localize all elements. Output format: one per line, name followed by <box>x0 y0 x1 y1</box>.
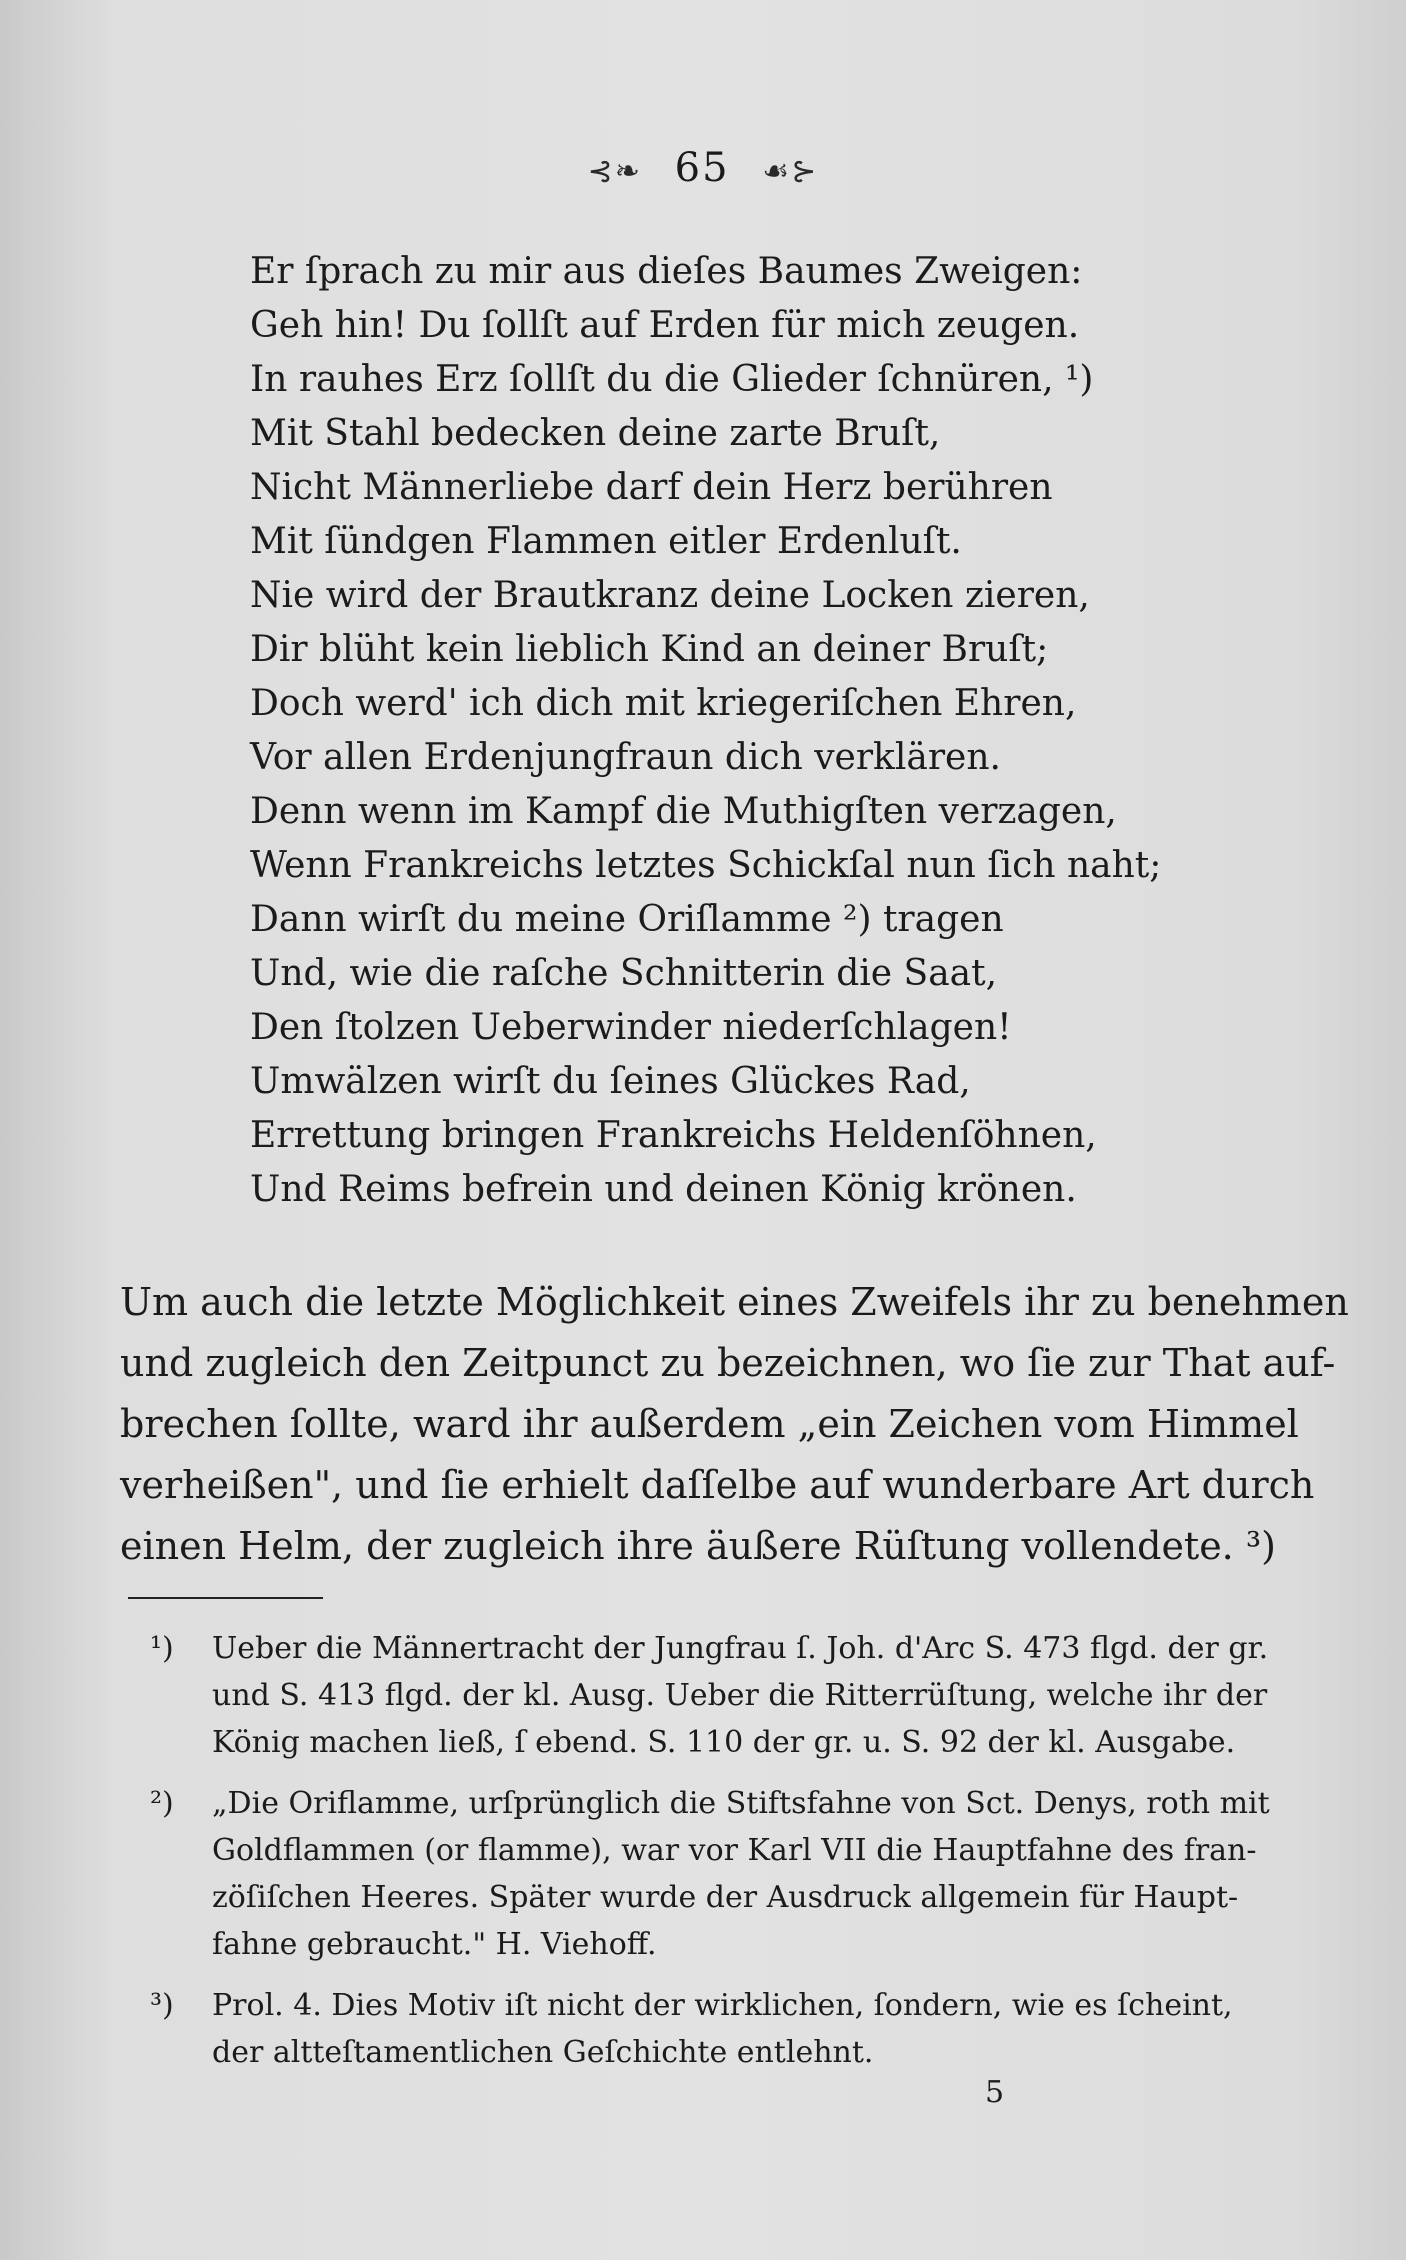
prose-line: Um auch die letzte Möglichkeit eines Zweifels ihr zu benehmen <box>120 1280 1349 1324</box>
footnote-line: zöſiſchen Heeres. Später wurde der Ausdruck allgemein für Haupt- <box>212 1880 1239 1915</box>
footnote-2 <box>150 1780 1270 1968</box>
footnote-line: fahne gebraucht." H. Viehoff. <box>212 1927 657 1962</box>
footnote-marker: ³) <box>150 1988 174 2023</box>
poem-line: Mit ſündgen Flammen eitler Erdenluſt. <box>250 521 962 562</box>
footnote-line: Goldflammen (or flamme), war vor Karl VII die Hauptfahne des fran- <box>212 1833 1257 1868</box>
poem-line: Er ſprach zu mir aus dieſes Baumes Zweigen: <box>250 251 1083 292</box>
poem-line: Wenn Frankreichs letztes Schickſal nun ſich naht; <box>250 845 1162 886</box>
footnote-line: König machen ließ, ſ ebend. S. 110 der gr. u. S. 92 der kl. Ausgabe. <box>212 1725 1236 1760</box>
footnote-line: Ueber die Männertracht der Jungfrau ſ. Joh. d'Arc S. 473 flgd. der gr. <box>212 1631 1269 1666</box>
poem-line: Dir blüht kein lieblich Kind an deiner Bruſt; <box>250 629 1049 670</box>
footnote-line: Prol. 4. Dies Motiv iſt nicht der wirklichen, ſondern, wie es ſcheint, <box>212 1988 1233 2023</box>
poem-block <box>250 245 1250 1217</box>
ornament-left: ⊰❧ <box>587 154 642 189</box>
footnote-1 <box>150 1625 1269 1766</box>
poem-line: Dann wirſt du meine Oriſlamme ²) tragen <box>250 899 1004 940</box>
poem-line: Umwälzen wirſt du ſeines Glückes Rad, <box>250 1061 971 1102</box>
footnote-line: und S. 413 flgd. der kl. Ausg. Ueber die Ritterrüſtung, welche ihr der <box>212 1678 1268 1713</box>
signature-mark: 5 <box>985 2075 1005 2110</box>
poem-line: In rauhes Erz ſollſt du die Glieder ſchnüren, ¹) <box>250 359 1094 400</box>
prose-line: einen Helm, der zugleich ihre äußere Rüſtung vollendete. ³) <box>120 1524 1276 1568</box>
poem-line: Nicht Männerliebe darf dein Herz berühren <box>250 467 1053 508</box>
footnote-divider <box>128 1597 323 1599</box>
poem-line: Vor allen Erdenjungfraun dich verklären. <box>250 737 1001 778</box>
poem-line: Doch werd' ich dich mit kriegeriſchen Ehren, <box>250 683 1077 724</box>
poem-line: Den ſtolzen Ueberwinder niederſchlagen! <box>250 1007 1012 1048</box>
poem-line: Errettung bringen Frankreichs Heldenſöhnen, <box>250 1115 1097 1156</box>
footnote-marker: ²) <box>150 1786 174 1821</box>
poem-line: Und, wie die raſche Schnitterin die Saat, <box>250 953 998 994</box>
footnote-3 <box>150 1982 1260 2076</box>
prose-line: und zugleich den Zeitpunct zu bezeichnen, wo ſie zur That auf- <box>120 1341 1336 1385</box>
poem-line: Geh hin! Du ſollſt auf Erden für mich zeugen. <box>250 305 1080 346</box>
page-header <box>0 145 1406 191</box>
ornament-right: ☙⊱ <box>762 154 819 189</box>
footnote-marker: ¹) <box>150 1631 174 1666</box>
poem-line: Nie wird der Brautkranz deine Locken zieren, <box>250 575 1090 616</box>
poem-line: Denn wenn im Kampf die Muthigſten verzagen, <box>250 791 1117 832</box>
footnote-line: „Die Oriflamme, urſprünglich die Stiftsfahne von Sct. Denys, roth mit <box>212 1786 1270 1821</box>
prose-paragraph <box>120 1272 1349 1577</box>
prose-line: brechen ſollte, ward ihr außerdem „ein Zeichen vom Himmel <box>120 1402 1299 1446</box>
poem-line: Und Reims befrein und deinen König krönen. <box>250 1169 1077 1210</box>
footnotes <box>150 1625 1270 2090</box>
page-number: 65 <box>674 145 730 191</box>
footnote-line: der altteſtamentlichen Geſchichte entlehnt. <box>212 2035 874 2070</box>
prose-line: verheißen", und ſie erhielt daſſelbe auf wunderbare Art durch <box>120 1463 1315 1507</box>
poem-line: Mit Stahl bedecken deine zarte Bruſt, <box>250 413 941 454</box>
